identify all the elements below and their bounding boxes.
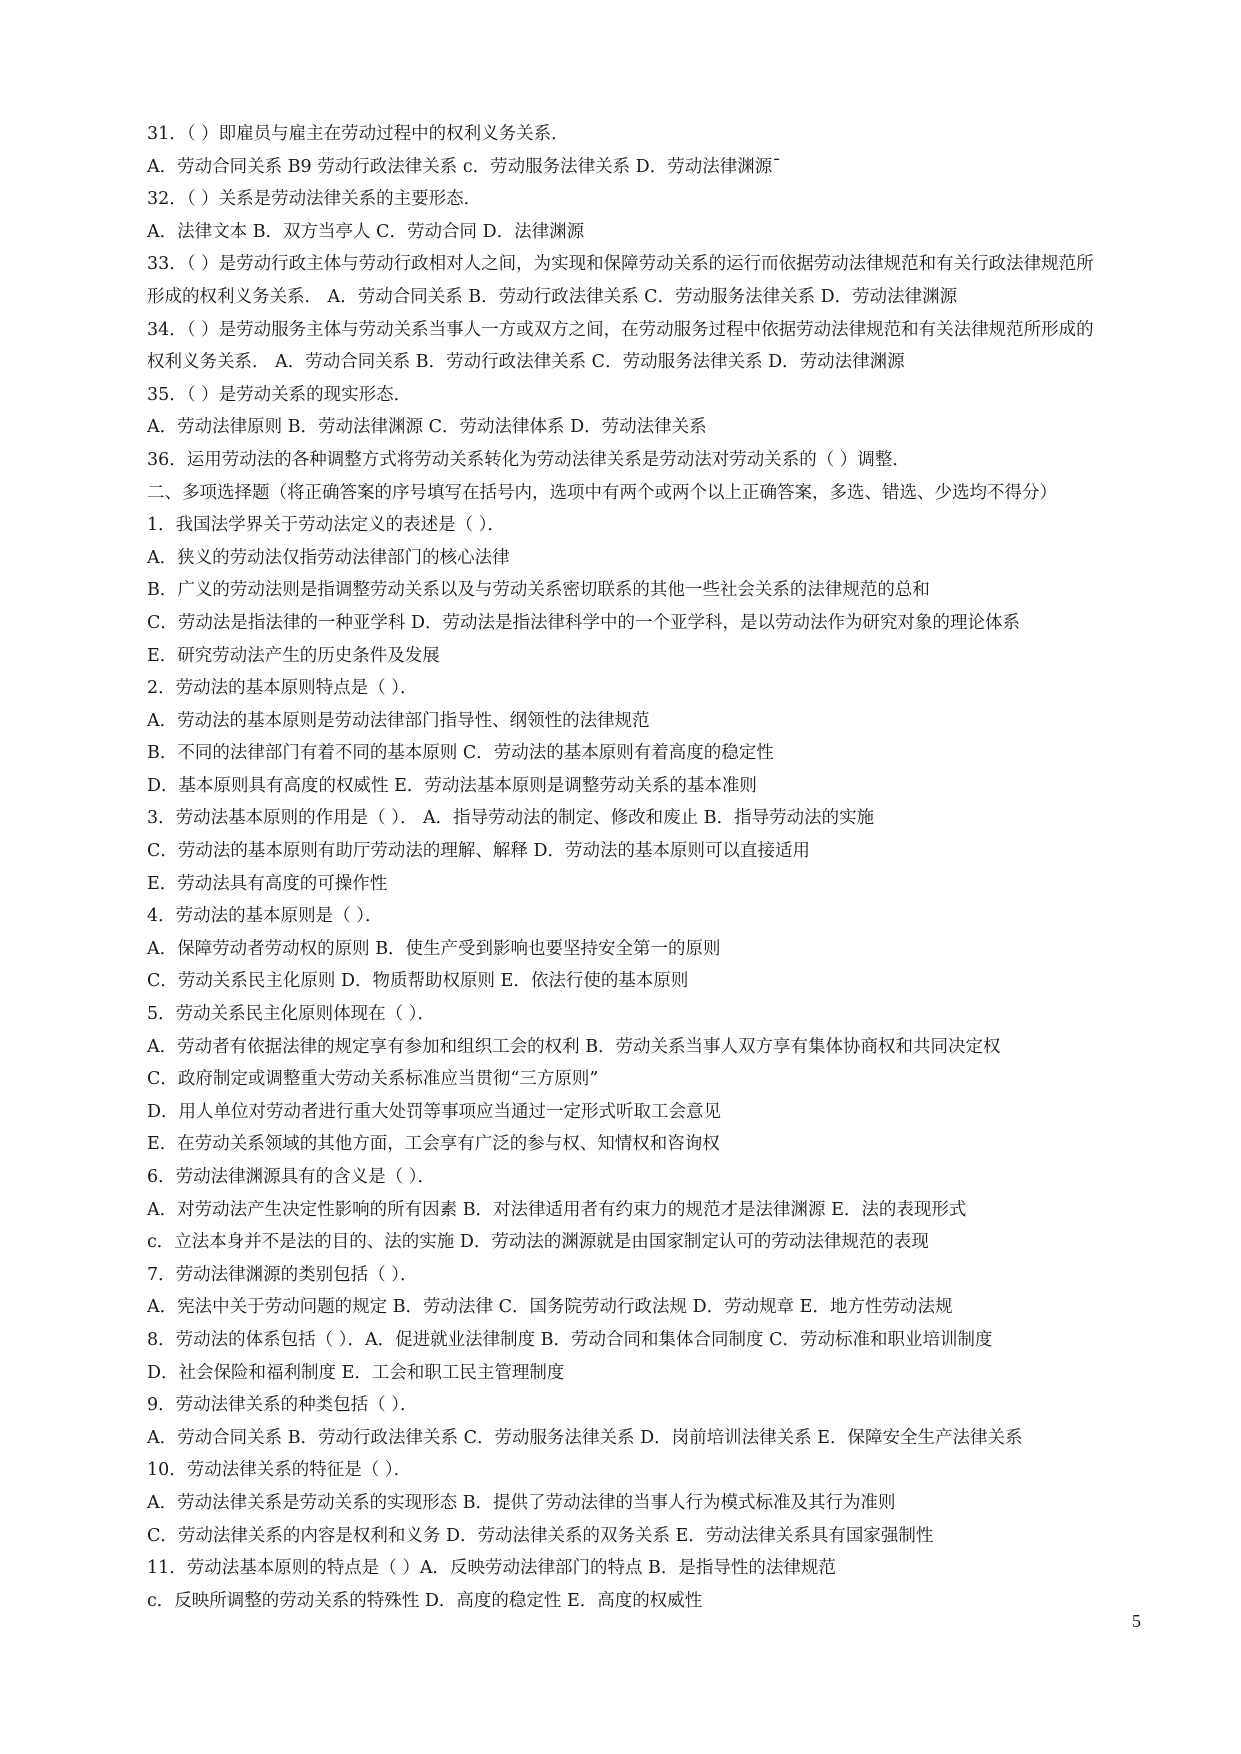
text-line: A．劳动法律关系是劳动关系的实现形态 B．提供了劳动法律的当事人行为模式标准及其行为准则 (147, 1492, 896, 1513)
text-line: D．社会保险和福利制度 E．工会和职工民主管理制度 (147, 1362, 565, 1383)
text-line: A．劳动合同关系 B．劳动行政法律关系 C．劳动服务法律关系 D．岗前培训法律关系 E．保障安全生产法律关系 (147, 1427, 1023, 1448)
text-line: 31．（ ）即雇员与雇主在劳动过程中的权利义务关系． (147, 124, 569, 144)
text-line: 11．劳动法基本原则的特点是（ ）A．反映劳动法律部门的特点 B．是指导性的法律规范 (147, 1558, 836, 1579)
text-line: A．劳动合同关系 B9 劳动行政法律关系 c．劳动服务法律关系 D．劳动法律渊源ˉ (147, 156, 781, 177)
text-line: C．劳动法律关系的内容是权利和义务 D．劳动法律关系的双务关系 E．劳动法律关系具有国家强制性 (147, 1525, 934, 1546)
text-line: 2．劳动法的基本原则特点是（ ）． (147, 678, 418, 699)
text-line: A．宪法中关于劳动问题的规定 B．劳动法律 C．国务院劳动行政法规 D．劳动规章 E．地方性劳动法规 (147, 1297, 953, 1318)
page-content (147, 118, 1167, 1617)
text-line: 35．（ ）是劳动关系的现实形态． (147, 384, 412, 405)
text-line: A．保障劳动者劳动权的原则 B．使生产受到影响也要坚持安全第一的原则 (147, 938, 721, 959)
text-line: 1．我国法学界关于劳动法定义的表述是（ ）． (147, 515, 505, 536)
section-heading: 二、多项选择题（将正确答案的序号填写在括号内，选项中有两个或两个以上正确答案，多选、错选、少选均不得分） (147, 482, 1057, 503)
text-line: A．劳动法的基本原则是劳动法律部门指导性、纲领性的法律规范 (147, 710, 650, 731)
text-line: C．劳动法是指法律的一种亚学科 D．劳动法是指法律科学中的一个亚学科，是以劳动法作为研究对象的理论体系 (147, 612, 1020, 633)
text-line: 3．劳动法基本原则的作用是（ ）． A．指导劳动法的制定、修改和废止 B．指导劳动法的实施 (147, 808, 875, 829)
text-line: E．在劳动关系领域的其他方面，工会享有广泛的参与权、知情权和咨询权 (147, 1134, 720, 1155)
text-line: A．法律文本 B．双方当亭人 C．劳动合同 D．法律渊源 (147, 221, 585, 242)
text-line: E．劳动法具有高度的可操作性 (147, 873, 388, 894)
text-line: 9．劳动法律关系的种类包括（ ）． (147, 1395, 418, 1416)
text-line: c．反映所调整的劳动关系的特殊性 D．高度的稳定性 E．高度的权威性 (147, 1590, 703, 1611)
text-line: B．广义的劳动法则是指调整劳动关系以及与劳动关系密切联系的其他一些社会关系的法律规范的总和 (147, 580, 930, 601)
text-line: 36．运用劳动法的各种调整方式将劳动关系转化为劳动法律关系是劳动法对劳动关系的（ ）调整． (147, 449, 910, 470)
text-line: A．狭义的劳动法仅指劳动法律部门的核心法律 (147, 547, 510, 568)
text-line: 6．劳动法律渊源具有的含义是（ ）． (147, 1167, 435, 1187)
text-line: 32．（ ）关系是劳动法律关系的主要形态． (147, 189, 482, 210)
text-line: 34．（ ）是劳动服务主体与劳动关系当事人一方或双方之间，在劳动服务过程中依据劳动法律规范和有关法律规范所形成的 (147, 319, 1094, 340)
text-line: A．劳动者有依据法律的规定享有参加和组织工会的权利 B．劳动关系当事人双方享有集体协商权和共同决定权 (147, 1036, 1001, 1057)
text-line: E．研究劳动法产生的历史条件及发展 (147, 645, 440, 666)
text-line: C．政府制定或调整重大劳动关系标准应当贯彻“三方原则” (147, 1069, 599, 1090)
text-line: D．用人单位对劳动者进行重大处罚等事项应当通过一定形式听取工会意见 (147, 1101, 722, 1122)
text-line: 7．劳动法律渊源的类别包括（ ）． (147, 1264, 418, 1285)
text-line: D．基本原则具有高度的权威性 E．劳动法基本原则是调整劳动关系的基本准则 (147, 775, 757, 796)
text-line: B．不同的法律部门有着不同的基本原则 C．劳动法的基本原则有着高度的稳定性 (147, 743, 774, 764)
text-line: 8．劳动法的体系包括（ ）．A．促进就业法律制度 B．劳动合同和集体合同制度 C．劳动标准和职业培训制度 (147, 1329, 993, 1350)
text-line: 形成的权利义务关系． A．劳动合同关系 B．劳动行政法律关系 C．劳动服务法律关系 D．劳动法律渊源 (147, 286, 958, 307)
text-line: 权利义务关系． A．劳动合同关系 B．劳动行政法律关系 C．劳动服务法律关系 D．劳动法律渊源 (147, 352, 905, 373)
text-line: 4．劳动法的基本原则是（ ）． (147, 906, 383, 927)
text-line: A．劳动法律原则 B．劳动法律渊源 C．劳动法律体系 D．劳动法律关系 (147, 417, 707, 438)
text-line: 10．劳动法律关系的特征是（ ）． (147, 1460, 412, 1481)
text-line: C．劳动法的基本原则有助厅劳动法的理解、解释 D．劳动法的基本原则可以直接适用 (147, 841, 810, 862)
page-number: 5 (1132, 1611, 1141, 1631)
text-line: 33．（ ）是劳动行政主体与劳动行政相对人之间，为实现和保障劳动关系的运行而依据劳动法律规范和有关行政法律规范所 (147, 254, 1094, 275)
text-line: C．劳动关系民主化原则 D．物质帮助权原则 E．依法行使的基本原则 (147, 971, 689, 992)
text-line: 5．劳动关系民主化原则体现在（ ）． (147, 1004, 435, 1025)
text-line: A．对劳动法产生决定性影响的所有因素 B．对法律适用者有约束力的规范才是法律渊源 E．法的表现形式 (147, 1199, 967, 1220)
text-line: c．立法本身并不是法的目的、法的实施 D．劳动法的渊源就是由国家制定认可的劳动法律规范的表现 (147, 1232, 929, 1253)
